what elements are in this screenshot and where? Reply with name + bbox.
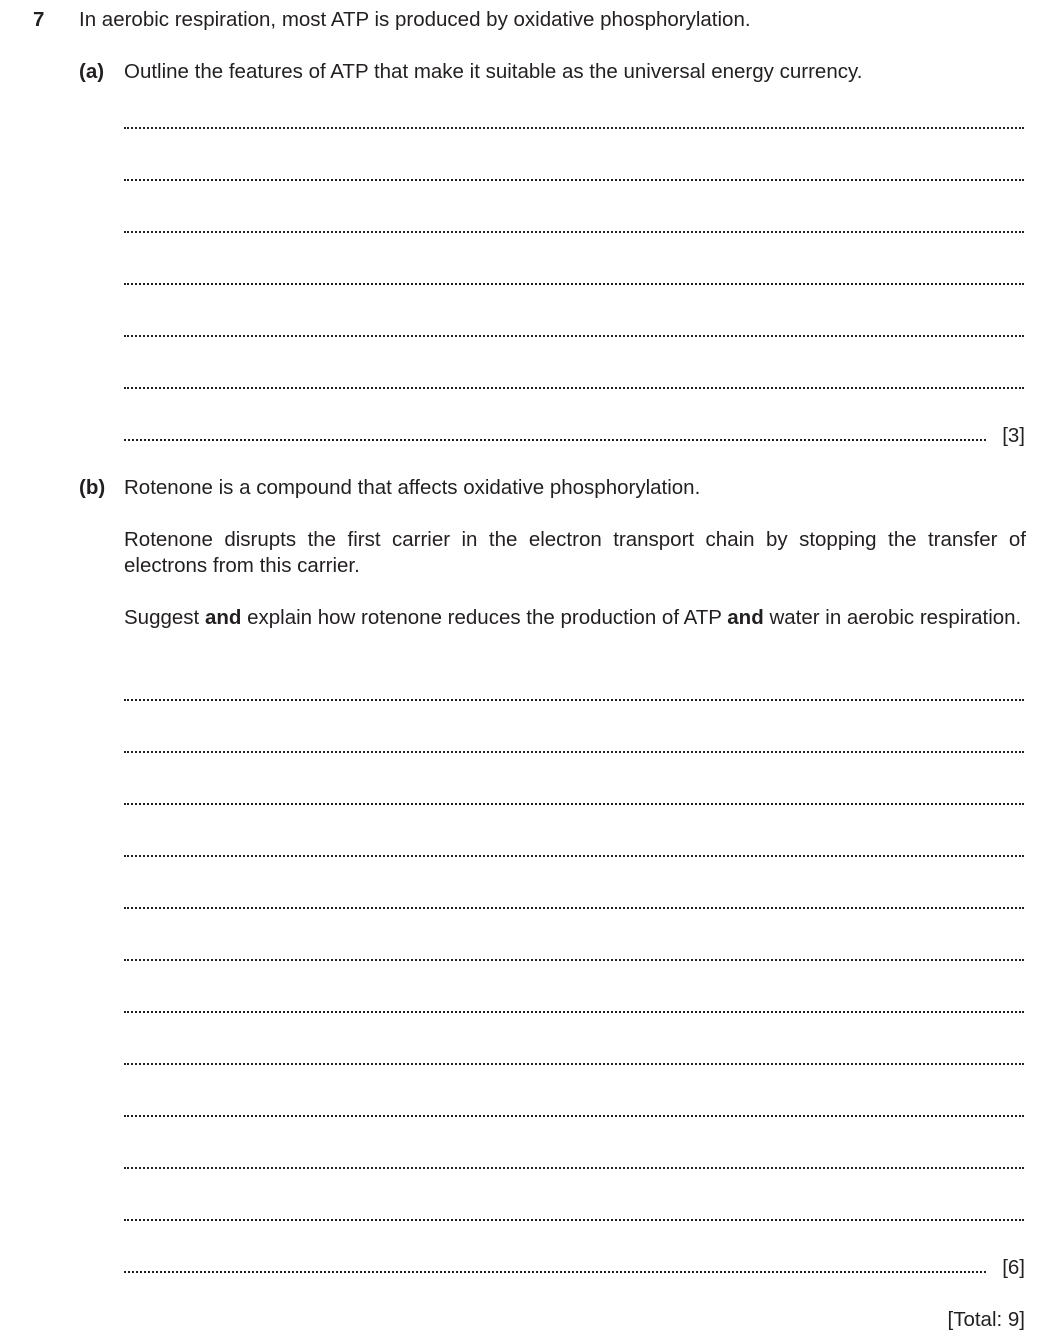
answer-line[interactable] (124, 803, 1024, 805)
emphasis-and: and (727, 606, 764, 629)
answer-line[interactable] (124, 127, 1024, 129)
answer-line[interactable] (124, 387, 1024, 389)
question-number: 7 (33, 8, 45, 31)
answer-line[interactable] (124, 1011, 1024, 1013)
answer-line[interactable] (124, 855, 1024, 857)
answer-line[interactable] (124, 699, 1024, 701)
answer-line[interactable] (124, 1271, 986, 1273)
task-word: Suggest (124, 606, 200, 629)
part-b-label: (b) (79, 476, 106, 499)
part-b-marks: [6] (1002, 1256, 1025, 1279)
answer-line[interactable] (124, 179, 1024, 181)
answer-line[interactable] (124, 751, 1024, 753)
part-a-prompt: Outline the features of ATP that make it suitable as the universal energy currency. (124, 60, 863, 83)
answer-line[interactable] (124, 1115, 1024, 1117)
answer-line[interactable] (124, 439, 986, 441)
question-stem: In aerobic respiration, most ATP is produced by oxidative phosphorylation. (79, 8, 751, 31)
task-text: explain how rotenone reduces the production of ATP (247, 606, 722, 629)
answer-line[interactable] (124, 283, 1024, 285)
answer-line[interactable] (124, 959, 1024, 961)
part-a-marks: [3] (1002, 424, 1025, 447)
answer-line[interactable] (124, 231, 1024, 233)
emphasis-and: and (204, 606, 242, 629)
answer-line[interactable] (124, 907, 1024, 909)
part-a-label: (a) (79, 60, 105, 83)
part-b-intro: Rotenone is a compound that affects oxidative phosphorylation. (124, 476, 701, 499)
answer-line[interactable] (124, 335, 1024, 337)
part-b-context: Rotenone disrupts the first carrier in the electron transport chain by stopping the transfer of electrons from this carrier. (124, 528, 1026, 577)
answer-line[interactable] (124, 1167, 1024, 1169)
part-b-task (124, 605, 1026, 631)
total-marks: [Total: 9] (947, 1308, 1025, 1331)
answer-line[interactable] (124, 1219, 1024, 1221)
answer-line[interactable] (124, 1063, 1024, 1065)
task-text: water in aerobic respiration. (769, 606, 1022, 629)
